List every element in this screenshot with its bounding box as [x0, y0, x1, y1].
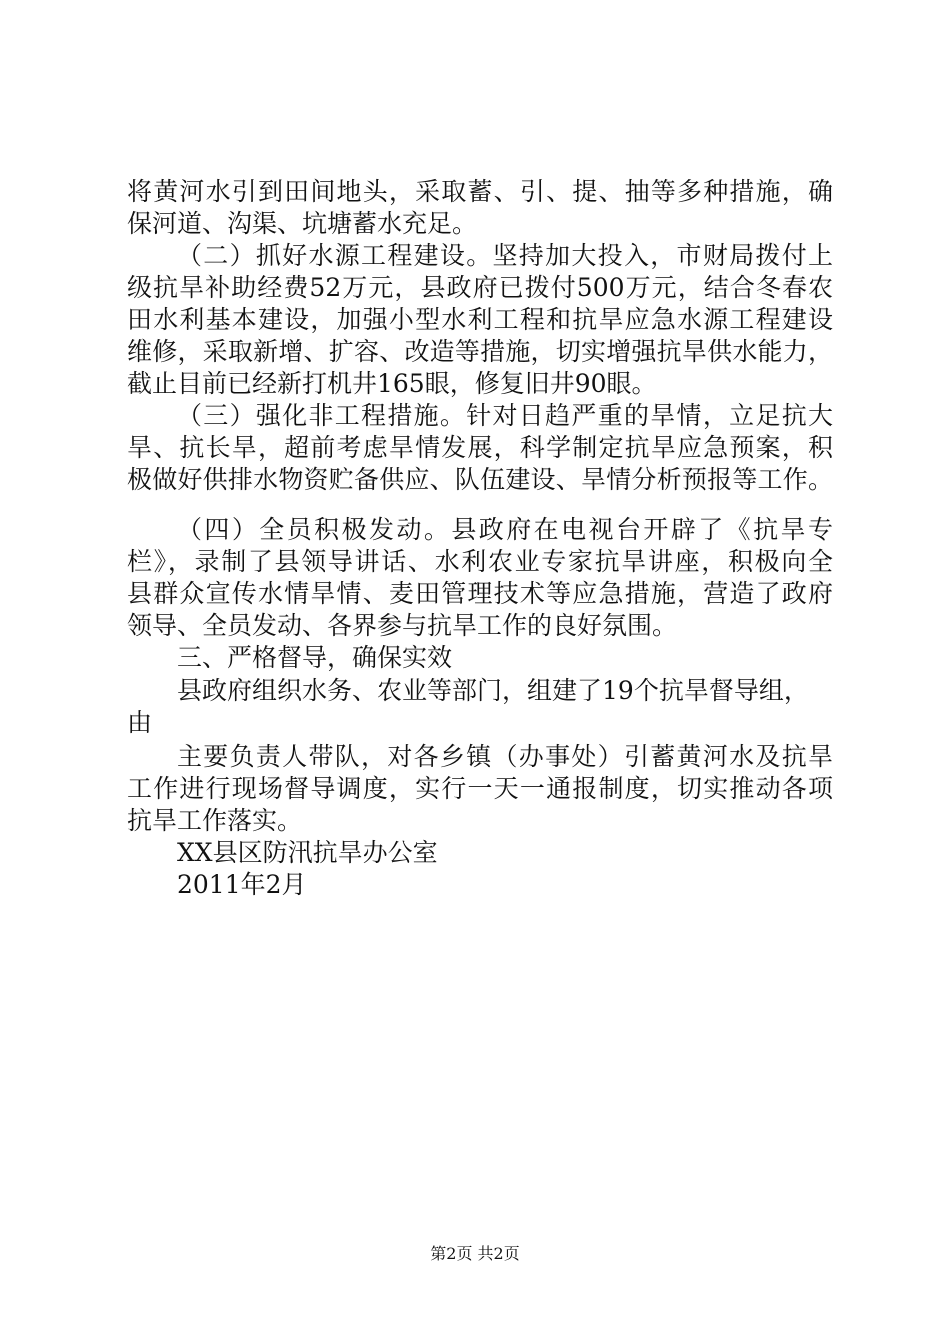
paragraph-line: 县政府组织水务、农业等部门，组建了19个抗旱督导组，	[177, 676, 809, 705]
signature-office: XX县区防汛抗旱办公室	[177, 838, 438, 867]
paragraph-line: 栏》，录制了县领导讲话、水利农业专家抗旱讲座，积极向全	[127, 547, 833, 576]
paragraph-line: 极做好供排水物资贮备供应、队伍建设、旱情分析预报等工作。	[127, 465, 833, 494]
page-footer: 第2页 共2页	[430, 1244, 520, 1263]
paragraph-line: 工作进行现场督导调度，实行一天一通报制度，切实推动各项	[127, 774, 833, 803]
paragraph-line: 旱、抗长旱，超前考虑旱情发展，科学制定抗旱应急预案，积	[127, 433, 833, 462]
paragraph-line: （四）全员积极发动。县政府在电视台开辟了《抗旱专	[177, 515, 833, 544]
paragraph-line: 领导、全员发动、各界参与抗旱工作的良好氛围。	[127, 611, 678, 640]
signature-date: 2011年2月	[177, 870, 307, 899]
paragraph-line: 级抗旱补助经费52万元，县政府已拨付500万元，结合冬春农	[127, 273, 833, 302]
paragraph-line: （二）抓好水源工程建设。坚持加大投入，市财局拨付上	[177, 241, 833, 270]
paragraph-line: 县群众宣传水情旱情、麦田管理技术等应急措施，营造了政府	[127, 579, 833, 608]
paragraph-line: 保河道、沟渠、坑塘蓄水充足。	[127, 209, 478, 238]
paragraph-line: 抗旱工作落实。	[127, 806, 303, 835]
paragraph-line: 主要负责人带队，对各乡镇（办事处）引蓄黄河水及抗旱	[177, 742, 833, 771]
paragraph-line: 田水利基本建设，加强小型水利工程和抗旱应急水源工程建设	[127, 305, 833, 334]
paragraph-line: 将黄河水引到田间地头，采取蓄、引、提、抽等多种措施，确	[127, 177, 833, 206]
paragraph-line: 由	[127, 708, 153, 737]
paragraph-line: 维修，采取新增、扩容、改造等措施，切实增强抗旱供水能力，	[127, 337, 833, 366]
paragraph-line: （三）强化非工程措施。针对日趋严重的旱情，立足抗大	[177, 401, 833, 430]
paragraph-line: 截止目前已经新打机井165眼，修复旧井90眼。	[127, 369, 657, 398]
section-heading: 三、严格督导，确保实效	[177, 643, 453, 672]
